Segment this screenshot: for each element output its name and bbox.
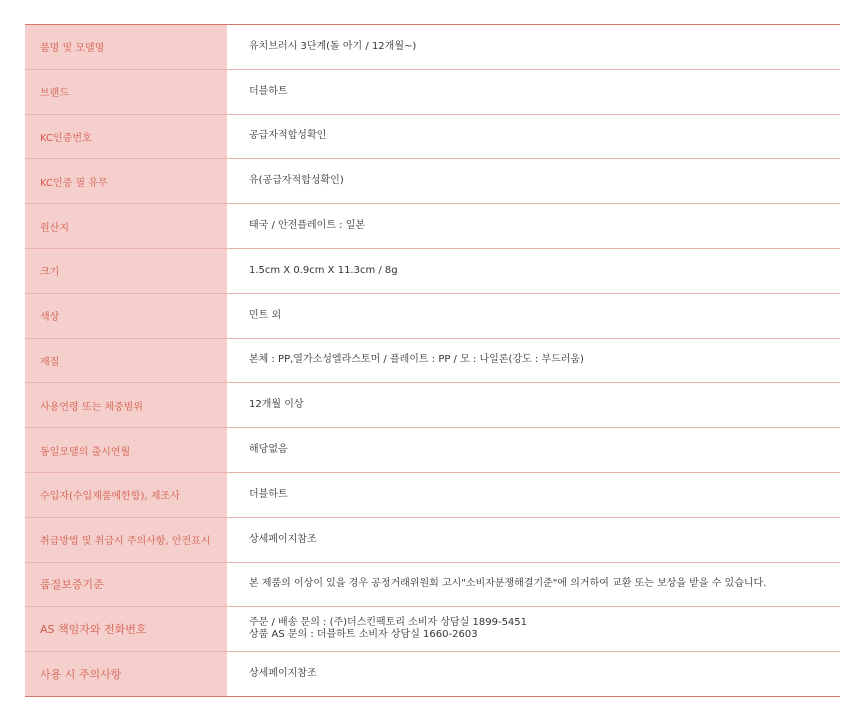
table-row (25, 607, 840, 652)
row-label: 크기 (25, 248, 227, 293)
row-value: 유(공급자적합성확인) (227, 159, 840, 204)
row-value: 태국 / 안전플레이트 : 일본 (227, 204, 840, 249)
row-value: 1.5cm X 0.9cm X 11.3cm / 8g (227, 248, 840, 293)
row-value: 12개월 이상 (227, 383, 840, 428)
product-info-table (25, 24, 840, 697)
row-value: 상세페이지참조 (227, 517, 840, 562)
row-label: 사용연령 또는 체중범위 (25, 383, 227, 428)
table-row (25, 383, 840, 428)
row-label: 품질보증기준 (25, 562, 227, 607)
row-value: 민트 외 (227, 293, 840, 338)
row-value: 본 제품의 이상이 있을 경우 공정거래위원회 고시"소비자분쟁해결기준"에 의거하여 교환 또는 보상을 받을 수 있습니다. (227, 562, 840, 607)
row-label: 사용 시 주의사항 (25, 652, 227, 697)
row-value: 더블하트 (227, 69, 840, 114)
table-row (25, 562, 840, 607)
row-label: 브랜드 (25, 69, 227, 114)
row-value: 상세페이지참조 (227, 652, 840, 697)
row-label: 동일모델의 출시연월 (25, 428, 227, 473)
table-row (25, 25, 840, 70)
row-value (227, 607, 840, 652)
table-row (25, 517, 840, 562)
row-value: 본체 : PP,열가소성엘라스토머 / 플레이트 : PP / 모 : 나일론(강도 : 부드러움) (227, 338, 840, 383)
table-row (25, 428, 840, 473)
table-row (25, 159, 840, 204)
row-label: 취급방법 및 취급시 주의사항, 안전표시 (25, 517, 227, 562)
row-label: 품명 및 모델명 (25, 25, 227, 70)
table-row (25, 472, 840, 517)
as-product-contact: 상품 AS 문의 : 더블하트 소비자 상담실 1660-2603 (249, 629, 478, 641)
row-label: 재질 (25, 338, 227, 383)
row-label: KC인증번호 (25, 114, 227, 159)
table-row (25, 338, 840, 383)
table-row (25, 114, 840, 159)
row-label: 수입자(수입제품에한함), 제조사 (25, 472, 227, 517)
product-info-table-container (25, 24, 840, 697)
as-order-contact: 주문 / 배송 문의 : (주)더스킨팩토리 소비자 상담실 1899-5451 (249, 617, 528, 629)
row-label: KC인증 필 유무 (25, 159, 227, 204)
table-row (25, 69, 840, 114)
table-row (25, 248, 840, 293)
table-row (25, 293, 840, 338)
row-value: 유치브러시 3단계(돌 아기 / 12개월~) (227, 25, 840, 70)
table-row (25, 652, 840, 697)
row-value: 공급자적합성확인 (227, 114, 840, 159)
row-label: AS 책임자와 전화번호 (25, 607, 227, 652)
row-label: 원산지 (25, 204, 227, 249)
row-value: 해당없음 (227, 428, 840, 473)
row-value: 더블하트 (227, 472, 840, 517)
row-label: 색상 (25, 293, 227, 338)
table-row (25, 204, 840, 249)
